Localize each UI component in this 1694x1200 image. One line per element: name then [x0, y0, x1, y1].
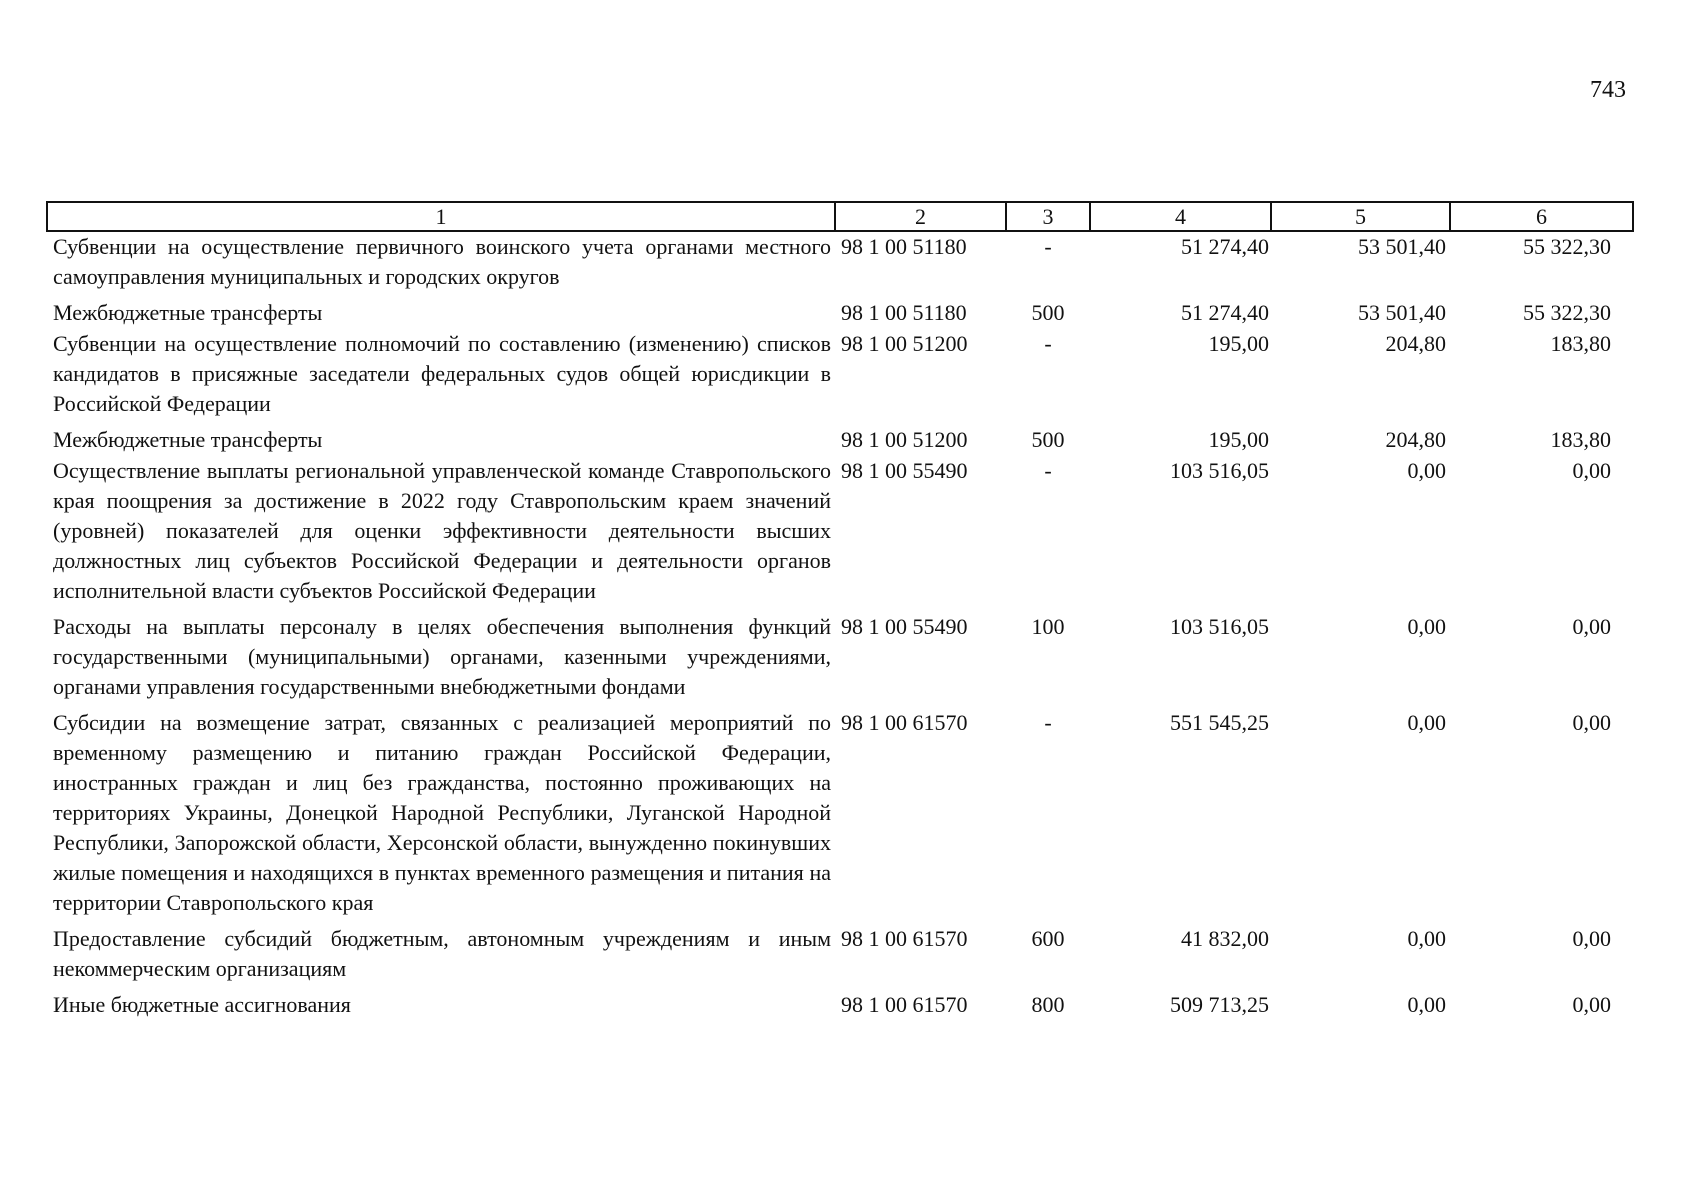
row-value-5: 204,80: [1385, 331, 1446, 356]
table-row: [47, 456, 1633, 612]
row-code: 98 1 00 61570: [841, 926, 968, 951]
row-value-4: 551 545,25: [1170, 710, 1269, 735]
table-row: [47, 231, 1633, 298]
header-col-4: 4: [1090, 202, 1271, 231]
table-row: [47, 298, 1633, 329]
row-name: Предоставление субсидий бюджетным, автономным учреждениям и иным некоммерческим организациям: [53, 926, 831, 981]
row-name: Межбюджетные трансферты: [53, 300, 323, 325]
row-value-6: 55 322,30: [1523, 234, 1611, 259]
header-col-5: 5: [1271, 202, 1450, 231]
row-code: 98 1 00 51200: [841, 331, 968, 356]
row-value-4: 195,00: [1208, 427, 1269, 452]
row-type: 500: [1031, 300, 1065, 325]
row-value-6: 0,00: [1572, 926, 1611, 951]
row-value-4: 51 274,40: [1181, 234, 1269, 259]
row-value-6: 55 322,30: [1523, 300, 1611, 325]
table-row: [47, 425, 1633, 456]
table-header: [47, 202, 1633, 231]
row-value-5: 0,00: [1407, 992, 1446, 1017]
row-name: Иные бюджетные ассигнования: [53, 992, 351, 1017]
budget-table: [46, 201, 1634, 1026]
row-code: 98 1 00 51180: [841, 300, 967, 325]
row-name: Осуществление выплаты региональной управленческой команде Ставропольского края поощрения за достижение в 2022 году Ставропольским краем значений (уровней) показателей для оценки эффективности деятельности высших должностных лиц субъектов Российской Федерации и деятельности органов исполнительной власти субъектов Российской Федерации: [53, 458, 831, 603]
row-value-4: 41 832,00: [1181, 926, 1269, 951]
row-type: -: [1044, 710, 1052, 735]
row-value-4: 195,00: [1208, 331, 1269, 356]
row-value-5: 0,00: [1407, 926, 1446, 951]
table-body: [47, 231, 1633, 1026]
row-type: 100: [1031, 614, 1065, 639]
header-col-1: 1: [47, 202, 835, 231]
row-value-5: 0,00: [1407, 614, 1446, 639]
row-value-6: 0,00: [1572, 614, 1611, 639]
row-name: Субсидии на возмещение затрат, связанных с реализацией мероприятий по временному размещению и питанию граждан Российской Федерации, иностранных граждан и лиц без гражданства, постоянно проживающих на территориях Украины, Донецкой Народной Республики, Луганской Народной Республики, Запорожской области, Херсонской области, вынужденно покинувших жилые помещения и находящихся в пунктах временного размещения и питания на территории Ставропольского края: [53, 710, 831, 915]
row-type: 500: [1031, 427, 1065, 452]
row-code: 98 1 00 61570: [841, 710, 968, 735]
table-row: [47, 990, 1633, 1026]
header-col-6: 6: [1450, 202, 1633, 231]
page-number: 743: [1590, 77, 1626, 103]
table-row: [47, 329, 1633, 425]
row-value-6: 0,00: [1572, 992, 1611, 1017]
row-name: Субвенции на осуществление полномочий по составлению (изменению) списков кандидатов в присяжные заседатели федеральных судов общей юрисдикции в Российской Федерации: [53, 331, 831, 416]
header-row: [47, 202, 1633, 231]
row-value-4: 509 713,25: [1170, 992, 1269, 1017]
row-value-5: 0,00: [1407, 458, 1446, 483]
row-value-5: 53 501,40: [1358, 300, 1446, 325]
row-code: 98 1 00 55490: [841, 614, 968, 639]
row-type: -: [1044, 331, 1052, 356]
row-code: 98 1 00 61570: [841, 992, 968, 1017]
row-value-5: 0,00: [1407, 710, 1446, 735]
row-value-6: 0,00: [1572, 710, 1611, 735]
row-name: Межбюджетные трансферты: [53, 427, 323, 452]
row-value-4: 103 516,05: [1170, 458, 1269, 483]
row-value-6: 183,80: [1550, 427, 1611, 452]
row-code: 98 1 00 51180: [841, 234, 967, 259]
row-name: Субвенции на осуществление первичного воинского учета органами местного самоуправления муниципальных и городских округов: [53, 234, 831, 289]
row-value-4: 51 274,40: [1181, 300, 1269, 325]
row-type: -: [1044, 234, 1052, 259]
row-type: 800: [1031, 992, 1065, 1017]
header-col-2: 2: [835, 202, 1006, 231]
row-value-5: 204,80: [1385, 427, 1446, 452]
table-row: [47, 612, 1633, 708]
row-type: 600: [1031, 926, 1065, 951]
row-value-4: 103 516,05: [1170, 614, 1269, 639]
row-value-5: 53 501,40: [1358, 234, 1446, 259]
row-type: -: [1044, 458, 1052, 483]
table-row: [47, 708, 1633, 924]
row-code: 98 1 00 51200: [841, 427, 968, 452]
row-code: 98 1 00 55490: [841, 458, 968, 483]
header-col-3: 3: [1006, 202, 1090, 231]
row-value-6: 0,00: [1572, 458, 1611, 483]
row-value-6: 183,80: [1550, 331, 1611, 356]
row-name: Расходы на выплаты персоналу в целях обеспечения выполнения функций государственными (муниципальными) органами, казенными учреждениями, органами управления государственными внебюджетными фондами: [53, 614, 831, 699]
table-row: [47, 924, 1633, 990]
